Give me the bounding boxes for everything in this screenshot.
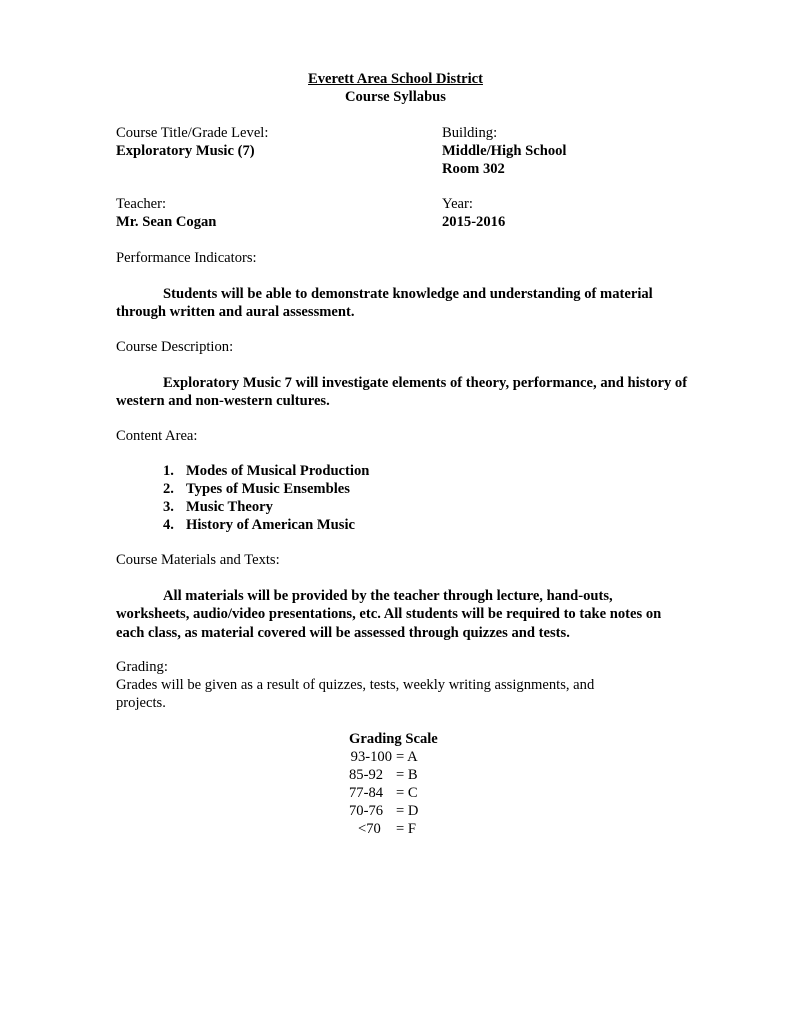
grading-text: Grades will be given as a result of quizzes, tests, weekly writing assignments, and projects.	[116, 677, 595, 712]
content-area-label: Content Area:	[116, 428, 198, 444]
course-title-value: Exploratory Music (7)	[116, 143, 255, 159]
list-item: 4. History of American Music	[163, 517, 356, 533]
teacher-label: Teacher:	[116, 196, 167, 212]
scale-row: 70-76 = D	[349, 803, 419, 819]
district-name: Everett Area School District	[308, 71, 483, 87]
building-value: Middle/High School	[442, 143, 567, 159]
list-item: 2. Types of Music Ensembles	[163, 481, 350, 497]
scale-row: 85-92 = B	[349, 767, 418, 783]
grading-label: Grading:	[116, 659, 168, 675]
year-label: Year:	[442, 196, 473, 212]
scale-row: 93-100 = A	[350, 749, 418, 765]
course-title-label: Course Title/Grade Level:	[116, 125, 269, 141]
materials-text: All materials will be provided by the teacher through lecture, hand-outs, worksheets, audio/video presentations, etc. All students will be required to take notes on each class, as material covered will be assessed through quizzes and tests.	[116, 588, 662, 641]
room-value: Room 302	[442, 161, 505, 177]
content-area-list	[163, 462, 369, 534]
document-title: Course Syllabus	[345, 89, 446, 105]
description-label: Course Description:	[116, 339, 234, 355]
performance-text: Students will be able to demonstrate knowledge and understanding of material through written and aural assessment.	[116, 286, 653, 321]
year-value: 2015-2016	[442, 214, 506, 230]
materials-label: Course Materials and Texts:	[116, 552, 280, 568]
grading-scale-title: Grading Scale	[349, 731, 438, 747]
building-label: Building:	[442, 125, 498, 141]
list-item: 3. Music Theory	[163, 499, 273, 515]
teacher-value: Mr. Sean Cogan	[116, 214, 217, 230]
scale-row: <70 = F	[358, 821, 416, 837]
scale-row: 77-84 = C	[349, 785, 418, 801]
performance-label: Performance Indicators:	[116, 250, 257, 266]
list-item: 1. Modes of Musical Production	[163, 463, 370, 479]
description-text: Exploratory Music 7 will investigate elements of theory, performance, and history of western and non-western cultures.	[116, 375, 688, 410]
